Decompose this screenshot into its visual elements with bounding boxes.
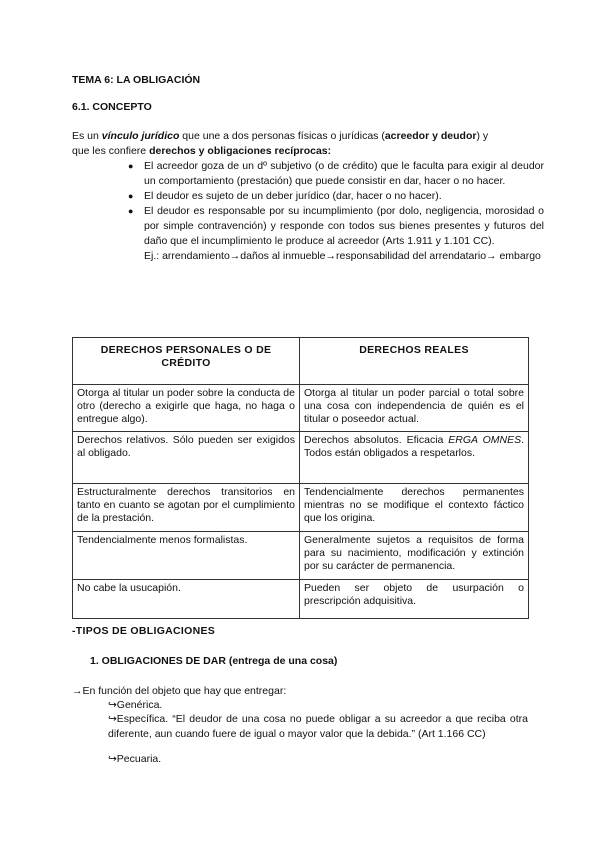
table-header-row <box>73 338 529 385</box>
intro-text-1: Es un <box>72 130 102 142</box>
table-row <box>73 484 529 532</box>
table-cell-erga-omnes <box>300 432 529 484</box>
table-cell: Tendencialmente derechos permanentes mientras no se modifique el contexto fáctico que los origina. <box>300 484 529 532</box>
table-cell: Derechos relativos. Sólo pueden ser exigidos al obligado. <box>73 432 300 484</box>
table-cell: Pueden ser objeto de usurpación o prescripción adquisitiva. <box>300 580 529 619</box>
list-item: ↪Específica. “El deudor de una cosa no puede obligar a su acreedor a que reciba otra diferente, aun cuando fuere de igual o mayor valor que la debida.” (Art 1.166 CC) <box>108 713 528 740</box>
intro-text-2: que une a dos personas físicas o jurídicas ( <box>179 130 385 142</box>
table-row <box>73 432 529 484</box>
table-row <box>73 385 529 432</box>
table-cell: Tendencialmente menos formalistas. <box>73 532 300 580</box>
table-row <box>73 532 529 580</box>
types-heading: -TIPOS DE OBLIGACIONES <box>72 625 216 637</box>
objeto-line: →En función del objeto que hay que entregar: <box>72 685 287 697</box>
bullet-text: El deudor es responsable por su incumplimiento (por dolo, negligencia, morosidad o por simple contravención) y responde con todos sus bienes presentes y futuros del daño que el incumplimiento le produce al acreedor (Arts 1.911 y 1.101 CC). <box>144 205 544 247</box>
list-item <box>128 204 544 249</box>
comparison-table <box>72 337 529 619</box>
intro-text-3: ) y <box>476 130 489 142</box>
intro-bold-2: acreedor y deudor <box>384 130 477 142</box>
subsection-heading: 1. OBLIGACIONES DE DAR (entrega de una cosa) <box>90 655 338 667</box>
list-item: ↪Pecuaria. <box>108 753 162 765</box>
section-heading: 6.1. CONCEPTO <box>72 101 152 113</box>
document-title: TEMA 6: LA OBLIGACIÓN <box>72 74 201 86</box>
cell-text: Derechos absolutos. Eficacia <box>304 434 449 446</box>
table-cell: Estructuralmente derechos transitorios en tanto en cuanto se agotan por el cumplimiento de la prestación. <box>73 484 300 532</box>
table-cell: Otorga al titular un poder parcial o total sobre una cosa con independencia de quién es el titular o poseedor actual. <box>300 385 529 432</box>
list-item <box>128 189 544 204</box>
bullet-icon: ● <box>128 161 134 171</box>
intro-bold-1: vínculo jurídico <box>101 130 180 142</box>
header-real-rights: DERECHOS REALES <box>300 338 529 385</box>
example-line <box>144 249 544 264</box>
cell-text: . Todos están obligados a respetarlos. <box>304 434 524 459</box>
header-personal-rights: DERECHOS PERSONALES O DE CRÉDITO <box>73 338 300 385</box>
intro-bold-3: derechos y obligaciones recíprocas: <box>149 145 332 157</box>
example-text: Ej.: arrendamiento→daños al inmueble→responsabilidad del arrendatario→ embargo <box>144 250 541 262</box>
cell-italic: ERGA OMNES <box>448 434 522 446</box>
list-item <box>128 159 544 189</box>
intro-text-4: que les confiere <box>72 145 150 157</box>
bullet-text: El acreedor goza de un dº subjetivo (o de crédito) que le faculta para exigir al deudor un comportamiento (prestación) que puede consistir en dar, hacer o no hacer. <box>144 160 544 187</box>
list-item: ↪Genérica. <box>108 699 163 711</box>
table-cell: Otorga al titular un poder sobre la conducta de otro (derecho a exigirle que haga, no haga o entregue algo). <box>73 385 300 432</box>
intro-paragraph <box>72 129 528 159</box>
concept-bullet-list <box>128 159 544 264</box>
table-cell: No cabe la usucapión. <box>73 580 300 619</box>
table-cell: Generalmente sujetos a requisitos de forma para su nacimiento, modificación y extinción por su carácter de permanencia. <box>300 532 529 580</box>
bullet-text: El deudor es sujeto de un deber jurídico (dar, hacer o no hacer). <box>144 190 442 202</box>
bullet-icon: ● <box>128 206 134 216</box>
table-row <box>73 580 529 619</box>
bullet-icon: ● <box>128 191 134 201</box>
